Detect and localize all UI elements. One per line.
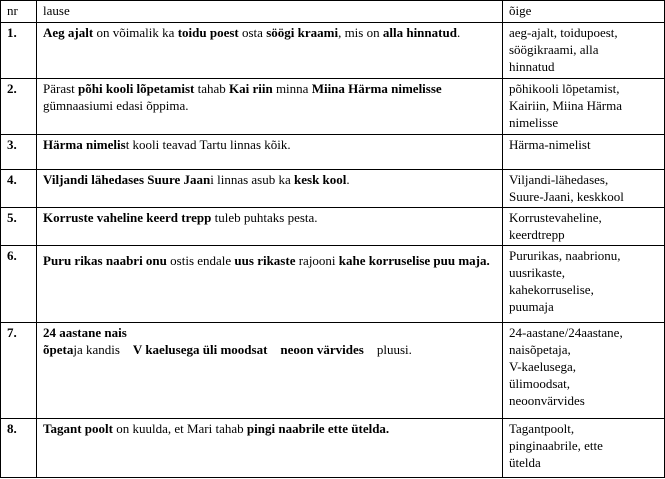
correct-answer-line: 24-aastane/24aastane, xyxy=(509,325,623,341)
sentence-text-segment: tuleb puhtaks pesta. xyxy=(211,210,318,226)
sentence-error-segment: Tagant poolt xyxy=(43,420,113,436)
sentence-error-segment: söögi kraami xyxy=(266,25,339,40)
correct-answer-line: V-kaelusega, xyxy=(509,359,577,375)
table-row xyxy=(1,134,665,170)
sentence-cell xyxy=(37,418,503,477)
sentence-text-segment: tahab xyxy=(194,80,229,96)
header-oige: õige xyxy=(503,1,665,23)
correct-answer-line: Korrustevaheline, xyxy=(509,210,602,226)
sentence-cell xyxy=(37,23,503,79)
sentence-cell xyxy=(37,323,503,419)
sentence-text-segment: . xyxy=(456,25,461,40)
correct-answer-line: neoonvärvides xyxy=(509,393,585,409)
correct-answer-cell xyxy=(503,323,665,419)
correct-answer-line: puumaja xyxy=(509,299,554,315)
sentence-error-segment: pingi naabrile ette ütelda. xyxy=(246,420,390,436)
correct-answer-line: Pururikas, naabrionu, xyxy=(509,248,621,264)
sentence-error-segment: põhi kooli lõpetamist xyxy=(78,80,195,96)
sentence-error-segment: 24 aastane nais õpeta xyxy=(43,325,127,358)
row-number: 3. xyxy=(1,134,37,170)
correct-answer-line: Tagantpoolt, xyxy=(509,420,575,436)
sentence-text-segment: osta xyxy=(238,25,267,40)
row-number: 7. xyxy=(1,323,37,419)
row-number: 8. xyxy=(1,418,37,477)
sentence-text-segment: rajooni xyxy=(295,253,339,269)
sentence-error-segment: kesk kool xyxy=(294,172,347,188)
sentence-cell xyxy=(37,246,503,323)
sentence-cell xyxy=(37,78,503,134)
correct-answer-line: aeg-ajalt, toidupoest, xyxy=(509,25,618,40)
correct-answer-line: söögikraami, alla xyxy=(509,42,599,57)
sentence-text-segment: pluusi. xyxy=(363,342,412,358)
sentence-cell xyxy=(37,134,503,170)
sentence-error-segment: Korruste vaheline keerd trepp xyxy=(43,210,212,226)
sentence-text-segment: Pärast xyxy=(43,80,79,96)
sentence-text-segment: on kuulda, et Mari tahab xyxy=(112,420,247,436)
table-row xyxy=(1,323,665,419)
sentence-error-segment: kahe korruselise puu maja. xyxy=(338,253,490,269)
correct-answer-line: Kairiin, Miina Härma xyxy=(509,97,622,113)
row-number: 4. xyxy=(1,170,37,208)
correct-answer-line: uusrikaste, xyxy=(509,265,565,281)
sentence-error-segment: Viljandi lähedases Suure Jaan xyxy=(43,172,211,188)
correct-answer-line: ülimoodsat, xyxy=(509,376,571,392)
sentence-error-segment: alla hinnatud xyxy=(382,25,457,40)
correct-answer-line: hinnatud xyxy=(509,59,555,74)
correct-answer-line: Suure-Jaani, keskkool xyxy=(509,189,624,205)
correct-answer-line: ütelda xyxy=(509,454,541,470)
sentence-error-segment: V kaelusega üli moodsat neoon värvides xyxy=(132,342,364,358)
sentence-text-segment: . xyxy=(346,172,350,188)
sentence-text-segment: t kooli teavad Tartu linnas kõik. xyxy=(125,136,291,152)
sentence-text-segment: , mis on xyxy=(338,25,383,40)
row-number: 6. xyxy=(1,246,37,323)
header-row xyxy=(1,1,665,23)
sentence-error-segment: Miina Härma nimelisse xyxy=(311,80,442,96)
row-number: 1. xyxy=(1,23,37,79)
table-row xyxy=(1,208,665,246)
sentence-text-segment: ja kandis xyxy=(73,342,133,358)
correct-answer-cell xyxy=(503,418,665,477)
correct-answer-line: Viljandi-lähedases, xyxy=(509,172,609,188)
correct-answer-cell xyxy=(503,170,665,208)
correct-answer-cell xyxy=(503,246,665,323)
table-row xyxy=(1,170,665,208)
sentence-error-segment: toidu poest xyxy=(177,25,239,40)
sentence-text-segment: on võimalik ka xyxy=(93,25,178,40)
header-lause: lause xyxy=(37,1,503,23)
row-number: 2. xyxy=(1,78,37,134)
sentence-text-segment: i linnas asub ka xyxy=(210,172,295,188)
correct-answer-line: põhikooli lõpetamist, xyxy=(509,80,620,96)
table-row xyxy=(1,78,665,134)
sentence-error-segment: uus rikaste xyxy=(234,253,296,269)
correct-answer-cell xyxy=(503,23,665,79)
correct-answer-line: pinginaabrile, ette xyxy=(509,437,603,453)
sentence-error-segment: Aeg ajalt xyxy=(43,25,94,40)
sentence-error-segment: Härma nimelis xyxy=(43,136,126,152)
sentence-text-segment: minna xyxy=(272,80,312,96)
sentence-text-segment: ostis endale xyxy=(166,253,235,269)
row-number: 5. xyxy=(1,208,37,246)
table-row xyxy=(1,23,665,79)
table-row xyxy=(1,418,665,477)
correct-answer-cell xyxy=(503,78,665,134)
correct-answer-line: Härma-nimelist xyxy=(509,136,591,152)
sentence-cell xyxy=(37,208,503,246)
correct-answer-cell xyxy=(503,208,665,246)
header-nr: nr xyxy=(1,1,37,23)
sentence-error-segment: Puru rikas naabri onu xyxy=(43,253,167,269)
sentence-text-segment: gümnaasiumi edasi õppima. xyxy=(43,97,189,113)
correct-answer-line: keerdtrepp xyxy=(509,227,565,243)
sentence-error-segment: Kai riin xyxy=(228,80,273,96)
correct-answer-line: nimelisse xyxy=(509,114,559,130)
correct-answer-line: kahekorruselise, xyxy=(509,282,594,298)
correct-answer-line: naisõpetaja, xyxy=(509,342,571,358)
table-row xyxy=(1,246,665,323)
sentence-cell xyxy=(37,170,503,208)
correct-answer-cell xyxy=(503,134,665,170)
